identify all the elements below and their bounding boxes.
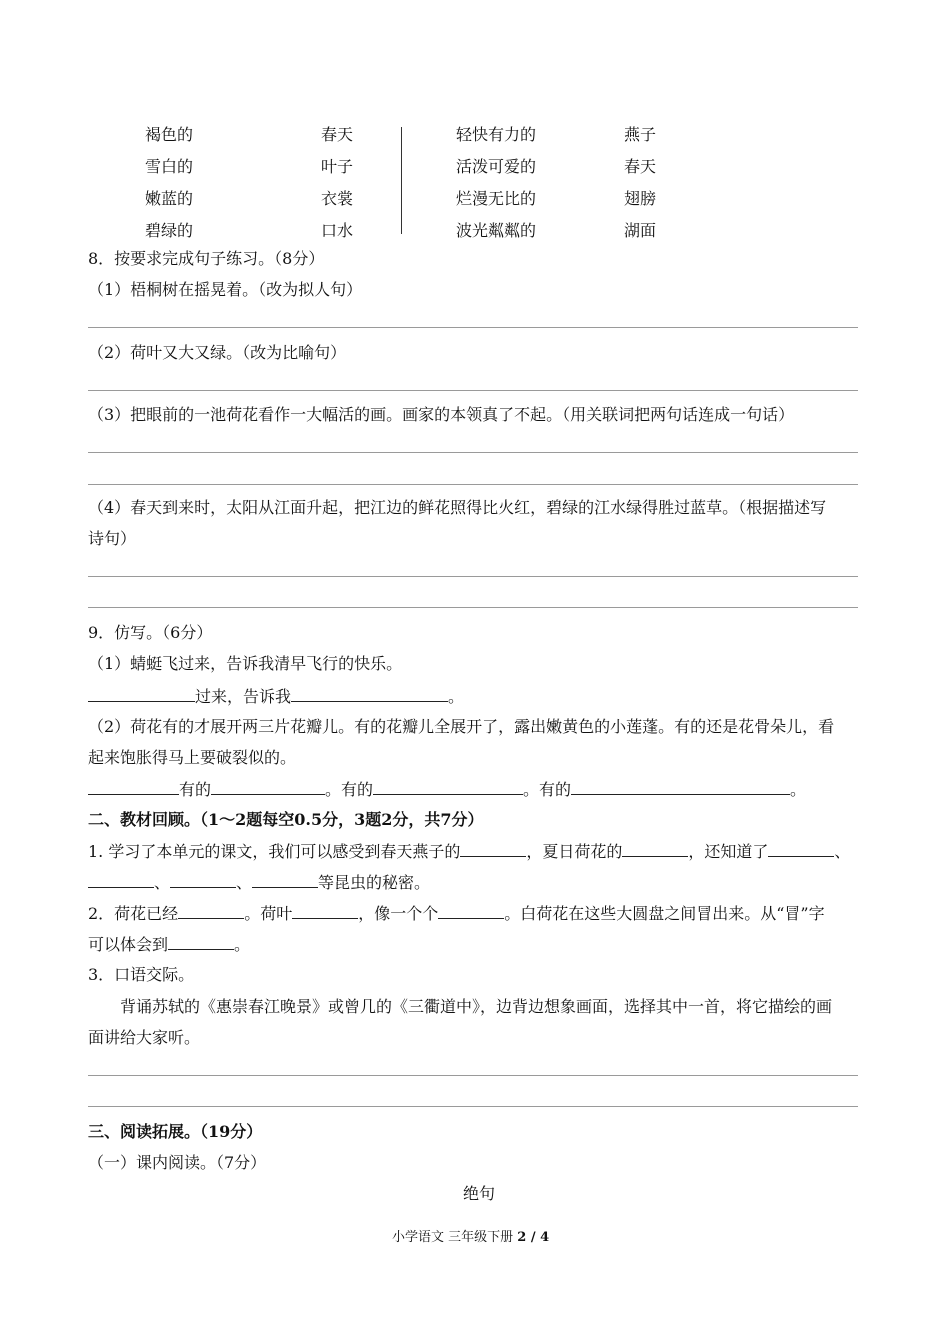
answer-line[interactable] xyxy=(88,484,858,485)
section2-q2-line1 xyxy=(88,902,825,925)
s2-q1-text-3: ，还知道了 xyxy=(688,842,769,861)
s2-q1-text-7: 等昆虫的秘密。 xyxy=(318,873,431,892)
fill-blank[interactable] xyxy=(178,902,244,919)
q9-s2-fill-c: 。有的 xyxy=(523,780,572,799)
fill-blank[interactable] xyxy=(170,871,236,888)
q9-s2-fill-line xyxy=(88,778,806,801)
fill-blank[interactable] xyxy=(291,685,448,702)
match-left-b-1: 春天 xyxy=(321,125,354,144)
q8-s4-line2: 诗句） xyxy=(88,529,137,548)
answer-line[interactable] xyxy=(88,390,858,391)
fill-blank[interactable] xyxy=(768,840,834,857)
q9-s1: （1）蜻蜓飞过来，告诉我清早飞行的快乐。 xyxy=(88,654,403,673)
fill-blank[interactable] xyxy=(252,871,318,888)
section2-q3-title: 3．口语交际。 xyxy=(88,965,195,984)
column-divider xyxy=(401,127,402,234)
q9-s1-fill-text: 过来，告诉我 xyxy=(195,687,292,706)
match-left-a-4: 碧绿的 xyxy=(145,221,194,240)
fill-blank[interactable] xyxy=(571,778,790,795)
section3-sub: （一）课内阅读。（7分） xyxy=(88,1153,267,1172)
section2-q3-line2: 面讲给大家听。 xyxy=(88,1028,201,1047)
match-right-b-3: 翅膀 xyxy=(624,189,657,208)
q9-title: 9．仿写。（6分） xyxy=(88,623,213,642)
section2-q1-line2 xyxy=(88,871,430,894)
q9-s2-fill-b: 。有的 xyxy=(325,780,374,799)
match-right-b-1: 燕子 xyxy=(624,125,657,144)
match-left-b-2: 叶子 xyxy=(321,157,354,176)
fill-blank[interactable] xyxy=(622,840,688,857)
s2-q2-text-1: 2．荷花已经 xyxy=(88,904,179,923)
s2-q2-text-4: 。白荷花在这些大圆盘之间冒出来。从“冒”字 xyxy=(504,904,825,923)
match-left-a-2: 雪白的 xyxy=(145,157,194,176)
answer-line[interactable] xyxy=(88,576,858,577)
q8-s3: （3）把眼前的一池荷花看作一大幅活的画。画家的本领真了不起。（用关联词把两句话连成一句话） xyxy=(88,405,795,424)
s2-q1-text-2: ，夏日荷花的 xyxy=(526,842,623,861)
q9-s2-line2: 起来饱胀得马上要破裂似的。 xyxy=(88,748,297,767)
match-right-a-1: 轻快有力的 xyxy=(456,125,537,144)
q9-s2-fill-end: 。 xyxy=(790,780,807,799)
footer-subject: 小学语文 三年级下册 xyxy=(392,1230,514,1245)
s2-q1-text-6: 、 xyxy=(236,873,253,892)
match-right-b-4: 湖面 xyxy=(624,221,657,240)
answer-line[interactable] xyxy=(88,1075,858,1076)
fill-blank[interactable] xyxy=(88,871,154,888)
match-left-a-3: 嫩蓝的 xyxy=(145,189,194,208)
section2-q1-line1 xyxy=(88,840,850,863)
s2-q1-text-4: 、 xyxy=(834,842,851,861)
section2-q2-line2 xyxy=(88,933,250,956)
q8-s1: （1）梧桐树在摇晃着。（改为拟人句） xyxy=(88,280,363,299)
fill-blank[interactable] xyxy=(292,902,358,919)
fill-blank[interactable] xyxy=(373,778,523,795)
page-footer xyxy=(392,1227,549,1249)
match-left-b-3: 衣裳 xyxy=(321,189,354,208)
fill-blank[interactable] xyxy=(438,902,504,919)
s2-q2-text-5: 可以体会到 xyxy=(88,935,169,954)
match-right-b-2: 春天 xyxy=(624,157,657,176)
fill-blank[interactable] xyxy=(168,933,234,950)
answer-line[interactable] xyxy=(88,607,858,608)
match-left-b-4: 口水 xyxy=(321,221,354,240)
match-right-a-2: 活泼可爱的 xyxy=(456,157,537,176)
footer-page-number: 2 / 4 xyxy=(517,1230,550,1245)
section3-heading: 三、阅读拓展。（19分） xyxy=(88,1122,263,1141)
fill-blank[interactable] xyxy=(211,778,325,795)
fill-blank[interactable] xyxy=(88,685,195,702)
section2-heading: 二、教材回顾。（1～2题每空0.5分，3题2分，共7分） xyxy=(88,810,484,829)
poem-title: 绝句 xyxy=(463,1184,496,1203)
match-right-a-3: 烂漫无比的 xyxy=(456,189,537,208)
q9-s1-fill-end: 。 xyxy=(448,687,465,706)
s2-q1-text-1: 1. 学习了本单元的课文，我们可以感受到春天燕子的 xyxy=(88,842,461,861)
fill-blank[interactable] xyxy=(460,840,526,857)
q9-s2-line1: （2）荷花有的才展开两三片花瓣儿。有的花瓣儿全展开了，露出嫩黄色的小莲蓬。有的还是花骨朵儿，看 xyxy=(88,717,835,736)
s2-q2-text-2: 。荷叶 xyxy=(244,904,293,923)
match-right-a-4: 波光粼粼的 xyxy=(456,221,537,240)
q8-title: 8．按要求完成句子练习。（8分） xyxy=(88,249,325,268)
answer-line[interactable] xyxy=(88,452,858,453)
q8-s2: （2）荷叶又大又绿。（改为比喻句） xyxy=(88,343,347,362)
section2-q3-line1: 背诵苏轼的《惠崇春江晚景》或曾几的《三衢道中》，边背边想象画面，选择其中一首，将它描绘的画 xyxy=(120,997,833,1016)
q9-s1-fill-line xyxy=(88,685,464,708)
answer-line[interactable] xyxy=(88,1106,858,1107)
s2-q1-text-5: 、 xyxy=(154,873,171,892)
fill-blank[interactable] xyxy=(88,778,179,795)
q8-s4-line1: （4）春天到来时，太阳从江面升起，把江边的鲜花照得比火红，碧绿的江水绿得胜过蓝草。（根据描述写 xyxy=(88,498,827,517)
match-left-a-1: 褐色的 xyxy=(145,125,194,144)
answer-line[interactable] xyxy=(88,327,858,328)
s2-q2-text-6: 。 xyxy=(234,935,251,954)
q9-s2-fill-a: 有的 xyxy=(179,780,212,799)
s2-q2-text-3: ，像一个个 xyxy=(358,904,439,923)
